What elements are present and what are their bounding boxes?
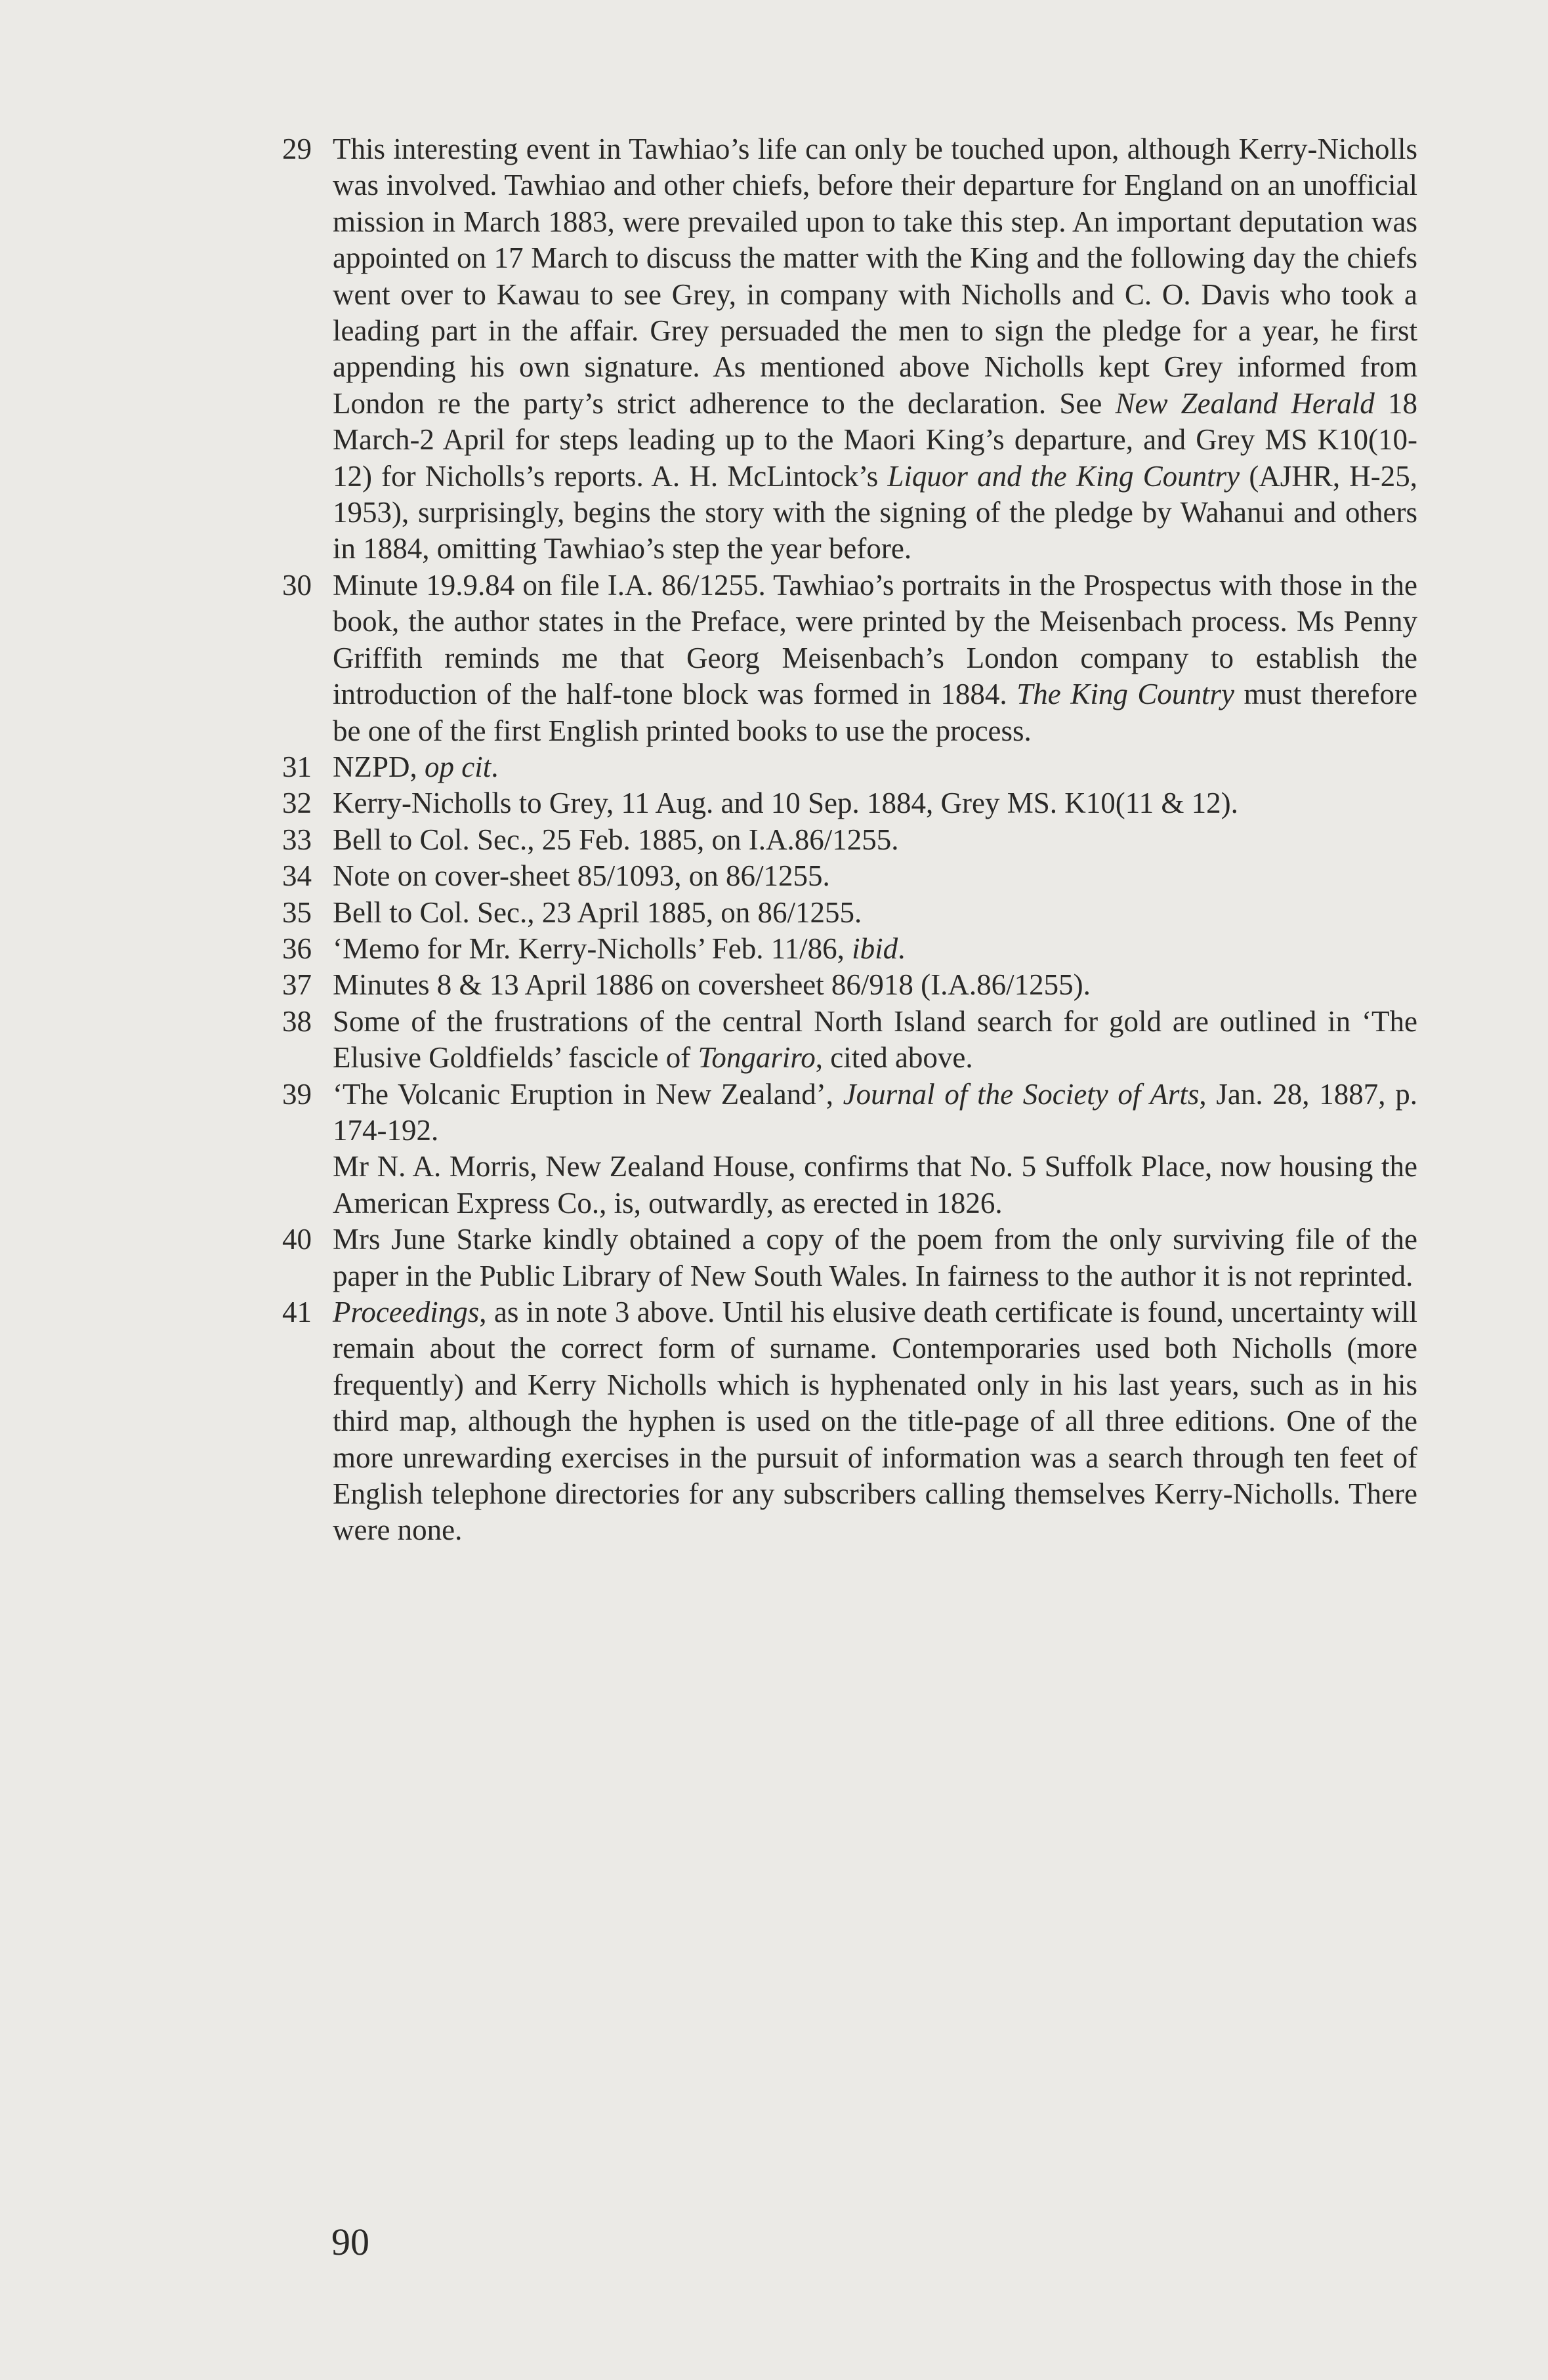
endnote-32 xyxy=(282,785,1417,821)
italic-title: Proceedings xyxy=(333,1296,480,1328)
italic-title: ibid xyxy=(852,932,898,965)
endnote-number: 37 xyxy=(282,968,312,1002)
endnote-number: 36 xyxy=(282,932,312,965)
endnote-text xyxy=(333,967,1417,1003)
endnote-number: 35 xyxy=(282,895,312,929)
endnote-39 xyxy=(282,1077,1417,1222)
endnote-text xyxy=(333,1294,1417,1549)
text-run: Minute 19.9.84 on file I.A. 86/1255. Tawhiao’s portraits in the Prospectus with those in the book, the author states in the Preface, were printed by the Meisenbach process. Ms Penny Griffith reminds me that Georg Meisenbach’s London company to establish the introduction of the half-tone block was formed in 1884. xyxy=(333,568,1417,711)
text-run: . xyxy=(491,750,499,783)
page-number: 90 xyxy=(331,2221,369,2263)
endnote-text xyxy=(333,1004,1417,1077)
endnote-35 xyxy=(282,895,1417,931)
endnote-text xyxy=(333,858,1417,894)
italic-title: The King Country xyxy=(1016,678,1234,711)
text-run: must therefore be one of the first English printed books to use the process. xyxy=(333,678,1417,747)
italic-title: Liquor and the King Country xyxy=(887,459,1240,493)
italic-title: op cit xyxy=(425,750,492,783)
italic-title: Journal of the Society of Arts xyxy=(843,1077,1200,1111)
endnote-text xyxy=(333,1077,1417,1149)
endnote-text xyxy=(333,749,1417,785)
endnote-text xyxy=(333,131,1417,567)
endnote-number: 31 xyxy=(282,750,312,783)
endnote-number: 30 xyxy=(282,568,312,602)
endnote-number: 41 xyxy=(282,1296,312,1328)
endnote-30 xyxy=(282,567,1417,749)
endnote-38 xyxy=(282,1004,1417,1077)
text-run: 18 March-2 April for steps leading up to the Maori King’s departure, and Grey MS K10(10-12) for Nicholls’s reports. A. H. McLintock’s xyxy=(333,386,1417,493)
text-run: . xyxy=(898,932,906,965)
endnote-text xyxy=(333,785,1417,821)
text-run: Bell to Col. Sec., 23 April 1885, on 86/1255. xyxy=(333,895,862,929)
endnote-number: 34 xyxy=(282,859,312,893)
endnote-34 xyxy=(282,858,1417,894)
text-run: Bell to Col. Sec., 25 Feb. 1885, on I.A.86/1255. xyxy=(333,823,899,856)
text-run: Minutes 8 & 13 April 1886 on coversheet 86/918 (I.A.86/1255). xyxy=(333,968,1091,1002)
text-run: NZPD, xyxy=(333,750,425,783)
endnote-number: 29 xyxy=(282,133,312,165)
endnote-40 xyxy=(282,1221,1417,1294)
endnotes-list xyxy=(282,131,1417,1549)
endnote-number: 40 xyxy=(282,1223,312,1256)
endnote-text xyxy=(333,895,1417,931)
endnote-29 xyxy=(282,131,1417,567)
text-run: (AJHR, H-25, 1953), surprisingly, begins the story with the signing of the pledge by Wahanui and others in 1884, omitting Tawhiao’s step the year before. xyxy=(333,459,1417,565)
endnote-number: 39 xyxy=(282,1077,312,1111)
endnote-number: 33 xyxy=(282,823,312,856)
text-run: , cited above. xyxy=(815,1041,973,1075)
endnote-41 xyxy=(282,1294,1417,1549)
endnote-text xyxy=(333,1221,1417,1294)
text-run: Some of the frustrations of the central North Island search for gold are outlined in ‘The Elusive Goldfields’ fascicle of xyxy=(333,1004,1417,1075)
text-run: Mrs June Starke kindly obtained a copy of the poem from the only surviving file of the paper in the Public Library of New South Wales. In fairness to the author it is not reprinted. xyxy=(333,1223,1417,1292)
endnote-number: 32 xyxy=(282,787,312,820)
endnote-text xyxy=(333,822,1417,858)
text-run: , Jan. 28, 1887, p. 174-192. xyxy=(333,1077,1417,1147)
endnote-31 xyxy=(282,749,1417,785)
italic-title: Tongariro xyxy=(698,1041,816,1075)
text-run: ‘The Volcanic Eruption in New Zealand’, xyxy=(333,1077,843,1111)
endnote-number: 38 xyxy=(282,1004,312,1038)
text-run: ‘Memo for Mr. Kerry-Nicholls’ Feb. 11/86, xyxy=(333,932,852,965)
text-run: This interesting event in Tawhiao’s life can only be touched upon, although Kerry-Nicholls was involved. Tawhiao and other chiefs, before their departure for England on an unofficial mission in March 1883, were prevailed upon to take this step. An important deputation was appointed on 17 March to discuss the matter with the King and the following day the chiefs went over to Kawau to see Grey, in company with Nicholls and C. O. Davis who took a leading part in the affair. Grey persuaded the men to sign the pledge for a year, he first appending his own signature. As mentioned above Nicholls kept Grey informed from London re the party’s strict adherence to the declaration. See xyxy=(333,133,1417,420)
endnote-37 xyxy=(282,967,1417,1003)
endnote-text xyxy=(333,931,1417,967)
text-run: Kerry-Nicholls to Grey, 11 Aug. and 10 Sep. 1884, Grey MS. K10(11 & 12). xyxy=(333,787,1238,820)
endnote-33 xyxy=(282,822,1417,858)
italic-title: New Zealand Herald xyxy=(1115,386,1375,420)
endnote-continuation: Mr N. A. Morris, New Zealand House, confirms that No. 5 Suffolk Place, now housing the American Express Co., is, outwardly, as erected in 1826. xyxy=(333,1150,1417,1220)
endnote-36 xyxy=(282,931,1417,967)
text-run: , as in note 3 above. Until his elusive death certificate is found, uncertainty will remain about the correct form of surname. Contemporaries used both Nicholls (more frequently) and Kerry Nicholls which is hyphenated only in his last years, such as in his third map, although the hyphen is used on the title-page of all three editions. One of the more unrewarding exercises in the pursuit of information was a search through ten feet of English telephone directories for any subscribers calling themselves Kerry-Nicholls. There were none. xyxy=(333,1296,1417,1547)
endnote-text xyxy=(333,567,1417,749)
text-run: Note on cover-sheet 85/1093, on 86/1255. xyxy=(333,859,830,893)
